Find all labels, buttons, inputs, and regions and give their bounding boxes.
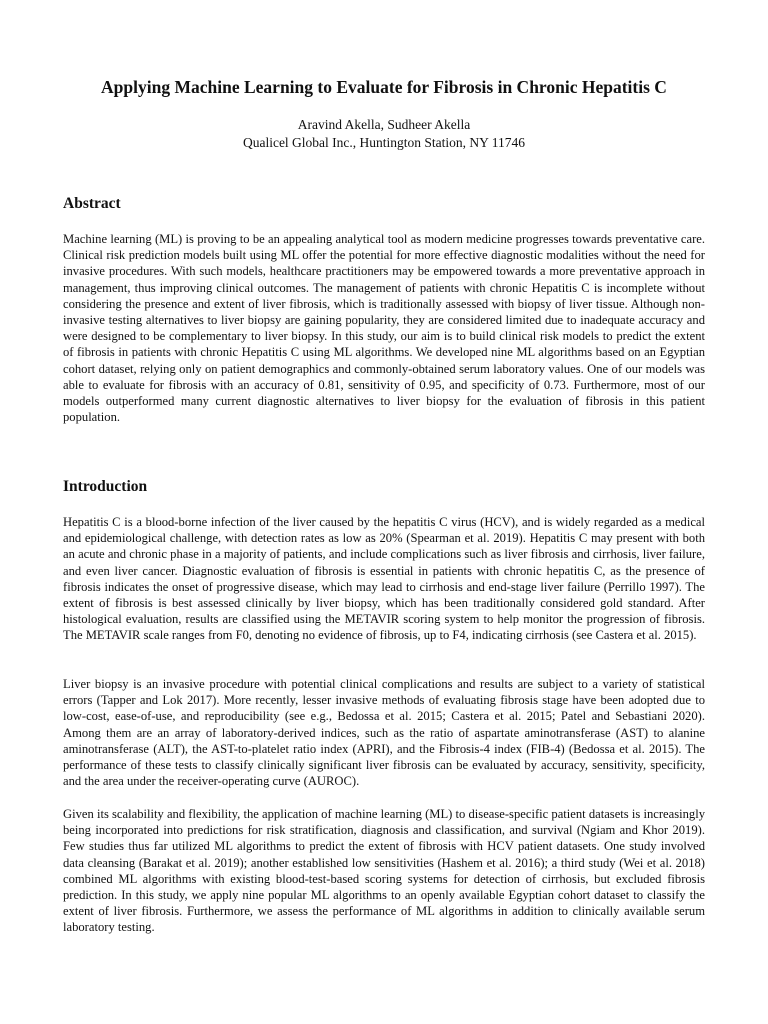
introduction-paragraph-1: Hepatitis C is a blood-borne infection of the liver caused by the hepatitis C virus (HCV), and is widely regarded as a medical and epidemiological challenge, with detection rates as low as 20% (Spearman et al. 2019). Hepatitis C may present with both an acute and chronic phase in a majority of patients, and include complications such as liver fibrosis and cirrhosis, liver failure, and even liver cancer. Diagnostic evaluation of fibrosis is essential in patients with chronic hepatitis C, as the presence of fibrosis indicates the onset of progressive disease, which may lead to cirrhosis and end-stage liver failure (Perrillo 1997). The extent of fibrosis is best assessed clinically by liver biopsy, which has been traditionally considered gold standard. After histological evaluation, results are classified using the METAVIR scoring system to help monitor the progression of fibrosis. The METAVIR scale ranges from F0, denoting no evidence of fibrosis, up to F4, indicating cirrhosis (see Castera et al. 2015).	[63, 515, 705, 643]
paper-affiliation: Qualicel Global Inc., Huntington Station, NY 11746	[242, 135, 526, 150]
introduction-heading: Introduction	[63, 478, 148, 495]
introduction-paragraph-2: Liver biopsy is an invasive procedure with potential clinical complications and results are subject to a variety of statistical errors (Tapper and Lok 2017). More recently, lesser invasive methods of evaluating fibrosis stage have been adopted due to low-cost, ease-of-use, and reproducibility (see e.g., Bedossa et al. 2015; Castera et al. 2015; Patel and Sebastiani 2020). Among them are an array of laboratory-derived indices, such as the ratio of aspartate aminotransferase (AST) to alanine aminotransferase (ALT), the AST-to-platelet ratio index (APRI), and the Fibrosis-4 index (FIB-4) (Bedossa et al. 2015). The performance of these tests to classify clinically significant liver fibrosis can be evaluated by accuracy, sensitivity, specificity, and the area under the receiver-operating curve (AUROC).	[63, 677, 705, 789]
paper-title: Applying Machine Learning to Evaluate for Fibrosis in Chronic Hepatitis C	[101, 77, 667, 97]
paper-authors: Aravind Akella, Sudheer Akella	[297, 117, 471, 132]
abstract-heading: Abstract	[63, 195, 121, 212]
introduction-paragraph-3: Given its scalability and flexibility, the application of machine learning (ML) to disease-specific patient datasets is increasingly being incorporated into predictions for risk stratification, diagnosis and classification, and survival (Ngiam and Khor 2019). Few studies thus far utilized ML algorithms to predict the extent of fibrosis with HCV patient datasets. One study involved data cleansing (Barakat et al. 2019); another established low sensitivities (Hashem et al. 2016); a third study (Wei et al. 2018) combined ML algorithms with existing blood-test-based scoring systems for detection of cirrhosis, but excluded fibrosis prediction. In this study, we apply nine popular ML algorithms to an openly available Egyptian cohort dataset to classify the extent of liver fibrosis. Furthermore, we assess the performance of ML algorithms in addition to clinically available serum laboratory testing.	[63, 807, 705, 935]
abstract-text: Machine learning (ML) is proving to be an appealing analytical tool as modern medicine progresses towards preventative care. Clinical risk prediction models built using ML offer the potential for more effective diagnostic modalities without the need for invasive procedures. With such models, healthcare practitioners may be empowered towards a more preventative approach in management, thus improving clinical outcomes. The management of patients with chronic Hepatitis C is incomplete without considering the presence and extent of liver fibrosis, which is traditionally assessed with biopsy of liver tissue. Although non-invasive testing alternatives to liver biopsy are gaining popularity, they are considered limited due to inadequate accuracy and were designed to be complementary to liver biopsy. In this study, our aim is to build clinical risk models to predict the extent of fibrosis in patients with chronic Hepatitis C using ML algorithms. We developed nine ML algorithms based on an Egyptian cohort dataset, relying only on patient demographics and commonly-obtained serum laboratory values. One of our models was able to evaluate for fibrosis with an accuracy of 0.81, sensitivity of 0.95, and specificity of 0.73. Furthermore, most of our models outperformed many current diagnostic alternatives to liver biopsy for the evaluation of fibrosis in this patient population.	[63, 232, 705, 425]
